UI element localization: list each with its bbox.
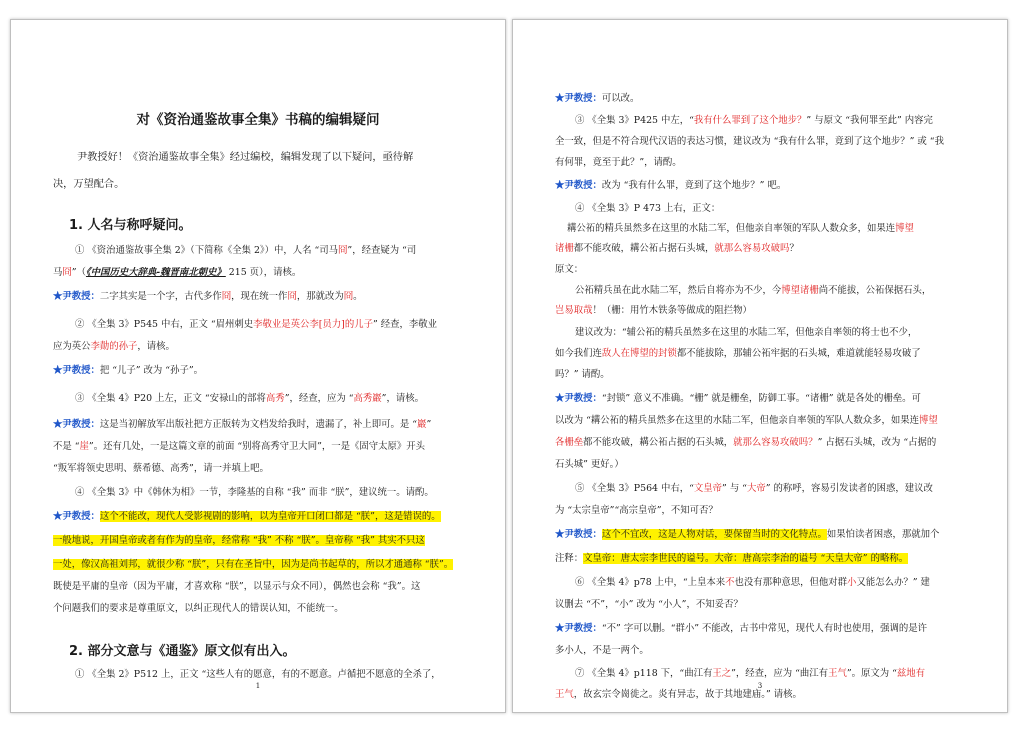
answer-4-line-5: 个问题我们的要求是尊重原文，以纠正现代人的错误认知，不能统一。 xyxy=(53,603,344,614)
question-3: ③ 《全集 4》P20 上左，正文 “安禄山的部将高秀”，经查，应为 “高秀巖”，请核。 xyxy=(75,393,424,404)
question-8-line-2: 为 “太宗皇帝”“高宗皇帝”，不知可否？ xyxy=(555,505,718,516)
answer-6: ★尹教授：改为 “我有什么罪，竟到了这个地步？” 吧。 xyxy=(555,180,787,191)
question-9-line-2: 议删去 “不”，“小” 改为 “小人”，不知妥否？ xyxy=(555,599,743,610)
document-page-left xyxy=(10,19,506,713)
question-5: ① 《全集 2》P512 上，正文 “这些人有的愿意，有的不愿意。卢循把不愿意的全杀了， xyxy=(75,669,441,680)
question-9-line-1: ⑥ 《全集 4》p78 上中，“上皇本来不也没有那种意思，但他对群小又能怎么办？” 建 xyxy=(575,577,930,588)
question-2-line-2: 应为英公李勣的孙子，请核。 xyxy=(53,341,175,352)
question-7-line-2: 耩公祏的精兵虽然多在这里的水陆二军，但他亲自率领的军队人数众多，如果连博望 xyxy=(567,223,914,234)
answer-4-line-4: 既使是平庸的皇帝（因为平庸，才喜欢称 “朕”，以显示与众不同），偶然也会称 “我”。这 xyxy=(53,581,421,592)
answer-7-line-1: ★尹教授：“封锁” 意义不准确。“栅” 就是栅垒，防御工事。“诸栅” 就是各处的栅垒。可 xyxy=(555,393,921,404)
question-8-line-1: ⑤ 《全集 3》P564 中右，“文皇帝” 与 “大帝” 的称呼，容易引发读者的困惑，建议改 xyxy=(575,483,933,494)
intro-line-2: 决，万望配合。 xyxy=(53,179,125,190)
section-heading-2: 2. 部分文意与《通鉴》原文似有出入。 xyxy=(69,644,296,659)
answer-8-line-2: 注释：文皇帝：唐太宗李世民的谥号。大帝：唐高宗李治的谥号 “天皇大帝” 的略称。 xyxy=(555,553,909,564)
question-6-line-2: 全一致，但是不符合现代汉语的表达习惯，建议改为 “我有什么罪，竟到了这个地步？” 或 “我 xyxy=(555,136,944,147)
question-10-line-1: ⑦ 《全集 4》p118 下，“曲江有王之”，经查，应为 “曲江有王气”。原文为 “兹地有 xyxy=(575,668,926,679)
question-2-line-1: ② 《全集 3》P545 中右，正文 “眉州刺史李敬业是英公李[员力]的儿子” 经查，李敬业 xyxy=(75,319,437,330)
intro-line-1: 尹教授好！《资治通鉴故事全集》经过编校，编辑发现了以下疑问，亟待解 xyxy=(77,152,414,163)
question-7-line-6: 建议改为：“辅公祏的精兵虽然多在这里的水陆二军，但他亲自率领的将士也不少， xyxy=(575,327,918,338)
answer-9-line-2: 多小人，不是一两个。 xyxy=(555,645,649,656)
answer-3-line-2: 不是 “崖”。还有几处，一是这篇文章的前面 “别将高秀守卫大同”，一是《固守太原》开头 xyxy=(53,441,426,452)
original-text-label: 原文： xyxy=(555,264,584,275)
answer-7-line-4: 石头城” 更好。） xyxy=(555,459,624,470)
answer-7-line-2: 以改为 “耩公祏的精兵虽然多在这里的水陆二军，但他亲自率领的军队人数众多，如果连博望 xyxy=(555,415,938,426)
answer-3-line-3: “叛军将领史思明、蔡希德、高秀”，请一并填上吧。 xyxy=(53,463,269,474)
answer-8-line-1: ★尹教授：这个不宜改，这是人物对话，要保留当时的文化特点。如果怕读者困惑，那就加个 xyxy=(555,529,940,540)
answer-9-line-1: ★尹教授：“不” 字可以删。“群小” 不能改，古书中常见，现代人有时也使用，强调的是许 xyxy=(555,623,928,634)
question-6-line-3: 有何罪，竟至于此？”，请酌。 xyxy=(555,157,682,168)
question-7-line-5: 岂易取哉！（栅：用竹木铁条等做成的阻拦物） xyxy=(555,305,752,316)
document-title: 对《资治通鉴故事全集》书稿的编辑疑问 xyxy=(136,112,380,128)
page-number: 3 xyxy=(757,682,763,690)
section-heading-1: 1. 人名与称呼疑问。 xyxy=(69,218,192,233)
answer-7-line-3: 各栅垒都不能攻破，耩公祏占据的石头城，就那么容易攻破吗？” 占据石头城，改为 “占据的 xyxy=(555,437,937,448)
question-4: ④ 《全集 3》中《韩休为相》一节，李隆基的自称 “我” 而非 “朕”，建议统一。请酌。 xyxy=(75,487,434,498)
question-7-line-7: 如今我们连敌人在博望的封锁都不能拔除，那辅公祏牢据的石头城，难道就能轻易攻破了 xyxy=(555,348,921,359)
answer-4-line-1: ★尹教授：这个不能改，现代人受影视剧的影响，以为皇帝开口闭口都是 “朕”，这是错误的。 xyxy=(53,511,441,522)
page-number: 1 xyxy=(255,682,261,690)
question-7-line-3: 诸栅都不能攻破，耩公祏占据石头城，就那么容易攻破吗？ xyxy=(555,243,799,254)
question-7-line-4: 公祏精兵虽在此水陆二军，然后自将亦为不少，今博望诸栅尚不能拔，公祏保据石头， xyxy=(575,285,932,296)
answer-4-line-3: 一处，像汉高祖刘邦，就很少称 “朕”，只有在圣旨中，因为是尚书起草的，所以才通通称 “朕”。 xyxy=(53,559,454,570)
answer-4-line-2: 一般地说，开国皇帝或者有作为的皇帝，经常称 “我” 不称 “朕”。皇帝称 “我” 其实不只这 xyxy=(53,535,425,546)
question-10-line-2: 王气，故玄宗令崗徙之。炎有异志，故于其地建庙。” 请核。 xyxy=(555,689,802,700)
answer-2: ★尹教授：把 “儿子” 改为 “孙子”。 xyxy=(53,365,204,376)
question-7-line-8: 吗？” 请酌。 xyxy=(555,369,610,380)
question-1-line-1: ① 《资治通鉴故事全集 2》（下简称《全集 2》）中，人名 “司马冏”，经查疑为 “司 xyxy=(75,245,417,256)
question-6-line-1: ③ 《全集 3》P425 中左，“我有什么罪到了这个地步？” 与原文 “我何罪至此” 内容完 xyxy=(575,115,933,126)
answer-1: ★尹教授：二字其实是一个字，古代多作冏，现在统一作冏，那就改为冏。 xyxy=(53,291,363,302)
answer-3-line-1: ★尹教授：这是当初解放军出版社把方正版转为文档发给我时，遗漏了，补上即可。是 “巖” xyxy=(53,419,432,430)
question-1-line-2: 马冏”（《中国历史大辞典-魏晋南北朝史》 215 页），请核。 xyxy=(53,267,302,278)
document-page-right xyxy=(512,19,1008,713)
answer-r1: ★尹教授：可以改。 xyxy=(555,93,640,104)
question-7-line-1: ④ 《全集 3》P 473 上右，正文： xyxy=(575,203,721,214)
